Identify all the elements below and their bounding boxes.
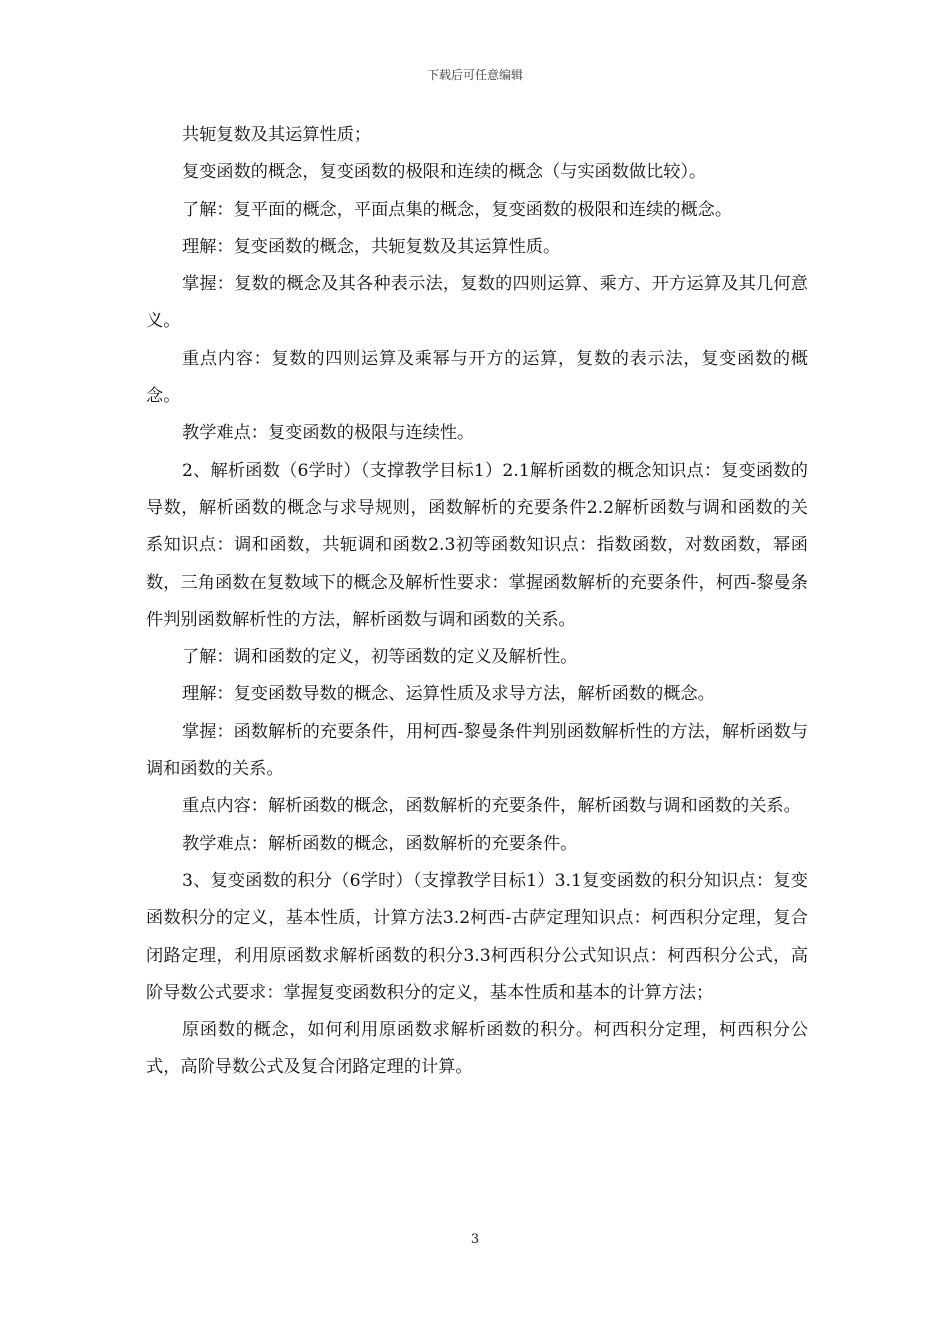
paragraph: 2、解析函数（6学时）（支撑教学目标1）2.1解析函数的概念知识点：复变函数的导数，解析函数的概念与求导规则，函数解析的充要条件2.2解析函数与调和函数的关系知识点：调和函数，共轭调和函数2.3初等函数知识点：指数函数，对数函数，幂函数，三角函数在复数域下的概念及解析性要求：掌握函数解析的充要条件，柯西-黎曼条件判别函数解析性的方法，解析函数与调和函数的关系。	[146, 460, 808, 630]
paragraph: 掌握：函数解析的充要条件，用柯西-黎曼条件判别函数解析性的方法，解析函数与调和函数的关系。	[146, 721, 808, 780]
paragraph: 掌握：复数的概念及其各种表示法，复数的四则运算、乘方、开方运算及其几何意义。	[146, 274, 808, 332]
paragraph: 重点内容：复数的四则运算及乘幂与开方的运算，复数的表示法，复变函数的概念。	[146, 348, 808, 407]
paragraph: 3、复变函数的积分（6学时）（支撑教学目标1）3.1复变函数的积分知识点：复变函数积分的定义，基本性质，计算方法3.2柯西-古萨定理知识点：柯西积分定理，复合闭路定理，利用原函数求解析函数的积分3.3柯西积分公式知识点：柯西积分公式，高阶导数公式要求：掌握复变函数积分的定义，基本性质和基本的计算方法；	[146, 870, 808, 1003]
paragraph: 共轭复数及其运算性质；	[182, 125, 372, 145]
page-header: 下载后可任意编辑	[426, 68, 523, 82]
paragraph: 教学难点：解析函数的概念，函数解析的充要条件。	[182, 833, 578, 854]
page-number: 3	[470, 1232, 480, 1247]
paragraph: 原函数的概念，如何利用原函数求解析函数的积分。柯西积分定理，柯西积分公式，高阶导数公式及复合闭路定理的计算。	[146, 1020, 808, 1078]
paragraph: 重点内容：解析函数的概念，函数解析的充要条件，解析函数与调和函数的关系。	[182, 796, 801, 817]
paragraph: 理解：复变函数导数的概念、运算性质及求导方法，解析函数的概念。	[182, 684, 715, 705]
document-body	[146, 117, 808, 1087]
paragraph: 教学难点：复变函数的极限与连续性。	[182, 423, 475, 444]
paragraph: 理解：复变函数的概念，共轭复数及其运算性质。	[182, 236, 561, 257]
paragraph: 了解：调和函数的定义，初等函数的定义及解析性。	[182, 647, 578, 668]
paragraph: 复变函数的概念，复变函数的极限和连续的概念（与实函数做比较）。	[182, 162, 707, 183]
paragraph: 了解：复平面的概念，平面点集的概念，复变函数的极限和连续的概念。	[182, 199, 733, 220]
